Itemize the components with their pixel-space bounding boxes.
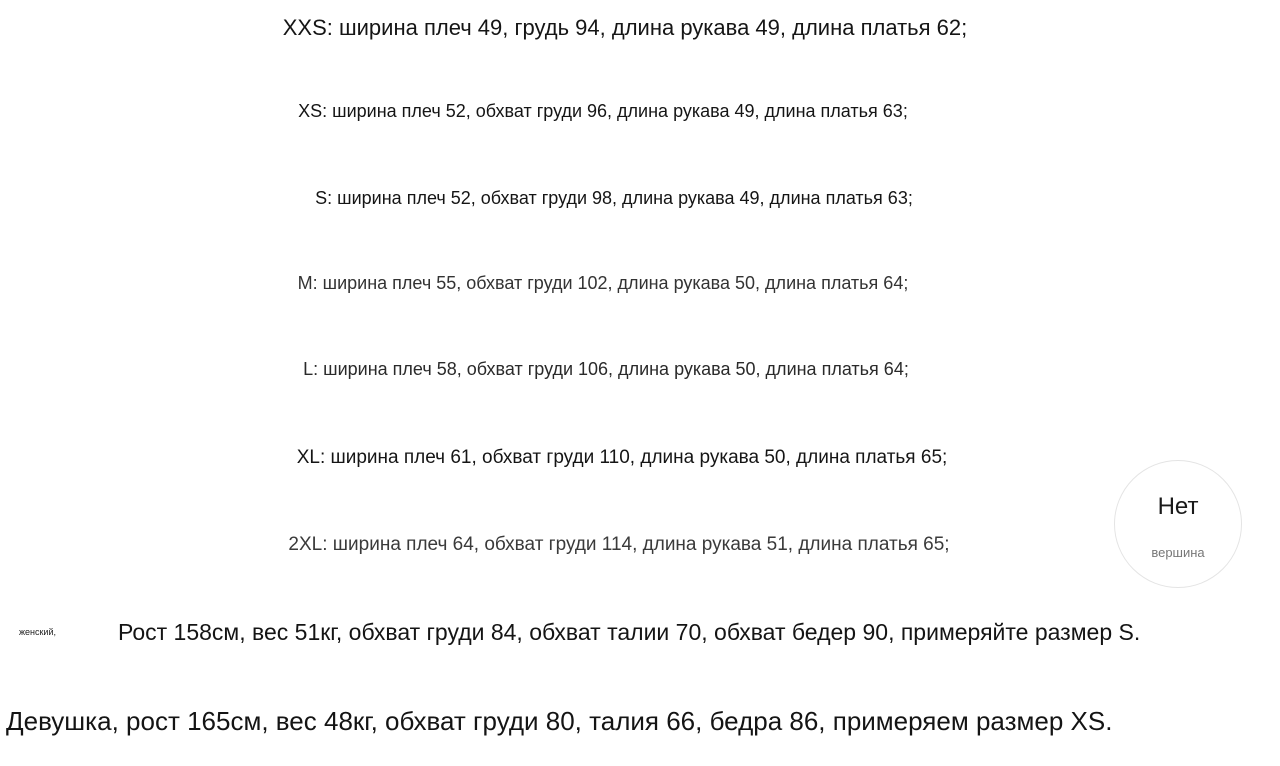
no-top-badge: [1114, 460, 1242, 588]
female-tag: женский,: [19, 627, 56, 637]
size-line-xxs: XXS: ширина плеч 49, грудь 94, длина рукава 49, длина платья 62;: [282, 15, 968, 40]
size-line-xl: XL: ширина плеч 61, обхват груди 110, длина рукава 50, длина платья 65;: [296, 447, 948, 468]
size-line-xs: XS: ширина плеч 52, обхват груди 96, длина рукава 49, длина платья 63;: [298, 101, 908, 121]
recommendation-text-2: Девушка, рост 165см, вес 48кг, обхват груди 80, талия 66, бедра 86, примеряем размер XS.: [6, 706, 1113, 736]
size-line-l: L: ширина плеч 58, обхват груди 106, длина рукава 50, длина платья 64;: [303, 359, 909, 379]
size-line-s: S: ширина плеч 52, обхват груди 98, длина рукава 49, длина платья 63;: [315, 188, 913, 208]
badge-title: Нет: [1157, 493, 1199, 520]
size-line-2xl: 2XL: ширина плеч 64, обхват груди 114, длина рукава 51, длина платья 65;: [288, 534, 950, 555]
size-line-m: M: ширина плеч 55, обхват груди 102, длина рукава 50, длина платья 64;: [297, 273, 909, 293]
badge-subtitle: вершина: [1151, 545, 1205, 560]
recommendation-row-1: [0, 619, 1280, 649]
recommendation-text-1: Рост 158см, вес 51кг, обхват груди 84, обхват талии 70, обхват бедер 90, примеряйте размер S.: [118, 619, 1141, 645]
